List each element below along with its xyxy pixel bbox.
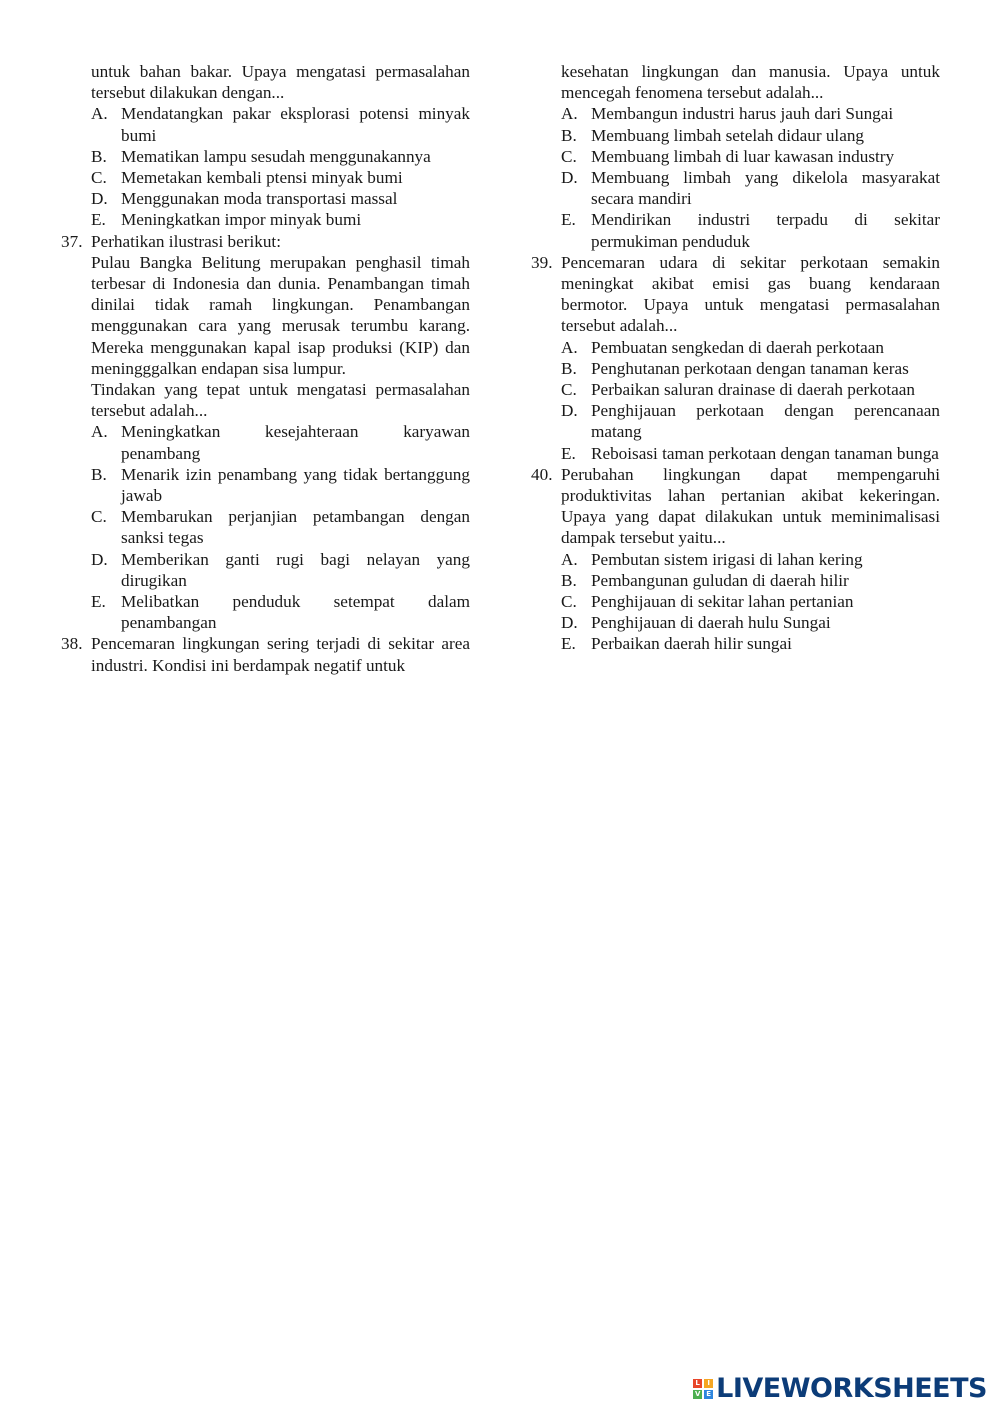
option-item[interactable] [561,549,940,570]
option-letter: B. [561,125,577,145]
option-text: Membarukan perjanjian petambangan dengan sanksi tegas [121,507,470,548]
option-text: Membuang limbah yang dikelola masyarakat secara mandiri [591,168,940,209]
logo-mark-cell: E [704,1390,713,1399]
q37-prompt: Tindakan yang tepat untuk mengatasi permasalahan tersebut adalah... [91,380,470,421]
question-text: Perubahan lingkungan dapat mempengaruhi produktivitas lahan pertanian akibat kekeringan. Upaya yang dapat dilakukan untuk meminimalisasi dampak tersebut yaitu... [561,464,940,548]
option-item[interactable] [561,358,940,379]
option-item[interactable] [561,570,940,591]
option-letter: E. [561,443,576,463]
option-item[interactable] [561,209,940,251]
option-letter: A. [561,549,578,569]
option-letter: E. [561,634,576,654]
option-text: Penghijauan di sekitar lahan pertanian [591,592,854,612]
question-37 [61,231,470,252]
option-text: Menarik izin penambang yang tidak bertanggung jawab [121,464,470,506]
option-item[interactable] [561,125,940,146]
option-text: Pembutan sistem irigasi di lahan kering [591,549,863,569]
q37-options [91,421,470,633]
option-text: Reboisasi taman perkotaan dengan tanaman bunga [591,443,939,463]
q36-options [91,103,470,230]
option-letter: D. [91,549,108,569]
option-letter: D. [561,401,578,421]
option-text: Membuang limbah setelah didaur ulang [591,125,865,145]
option-letter: C. [561,592,577,612]
option-text: Membangun industri harus jauh dari Sungai [591,104,894,124]
question-text: Pencemaran udara di sekitar perkotaan semakin meningkat akibat emisi gas buang kendaraan bermotor. Upaya untuk mengatasi permasalahan tersebut adalah... [561,252,940,336]
question-40 [531,464,940,549]
option-text: Perbaikan daerah hilir sungai [591,634,792,654]
option-item[interactable] [561,591,940,612]
option-letter: E. [561,210,576,230]
option-text: Menggunakan moda transportasi massal [121,189,398,209]
option-letter: D. [561,613,578,633]
option-item[interactable] [91,506,470,548]
option-text: Penghutanan perkotaan dengan tanaman keras [591,358,909,378]
option-item[interactable] [91,591,470,633]
question-number: 39. [531,252,553,272]
option-item[interactable] [91,167,470,188]
logo-mark-cell: V [694,1390,701,1398]
option-letter: D. [91,189,108,209]
option-text: Meningkatkan impor minyak bumi [121,210,362,230]
option-text: Memberikan ganti rugi bagi nelayan yang dirugikan [121,549,470,590]
option-text: Memetakan kembali ptensi minyak bumi [121,168,403,188]
option-text: Penghijauan di daerah hulu Sungai [591,613,831,633]
option-item[interactable] [561,443,940,464]
option-item[interactable] [91,209,470,230]
option-letter: A. [91,422,108,442]
option-text: Pembuatan sengkedan di daerah perkotaan [591,337,885,357]
option-item[interactable] [91,549,470,591]
option-letter: E. [91,210,106,230]
q36-continuation-text: untuk bahan bakar. Upaya mengatasi permasalahan tersebut dilakukan dengan... [91,62,470,103]
option-letter: C. [561,146,577,166]
option-letter: D. [561,168,578,188]
option-letter: E. [91,592,106,612]
question-text: Pencemaran lingkungan sering terjadi di sekitar area industri. Kondisi ini berdampak negatif untuk [91,634,470,675]
q37-illustration-text: Pulau Bangka Belitung merupakan penghasil timah terbesar di Indonesia dan dunia. Penambangan timah dinilai tidak ramah lingkungan. Penambangan menggunakan cara yang merusak terumbu karang. Mereka menggunakan kapal isap produksi (KIP) dan meningggalkan endapan sisa lumpur. [91,252,470,378]
option-letter: C. [91,507,107,527]
right-column [531,61,940,655]
liveworksheets-logo[interactable] [693,1374,987,1404]
option-text: Penghijauan perkotaan dengan perencanaan matang [591,401,940,442]
option-text: Mendirikan industri terpadu di sekitar permukiman penduduk [591,210,940,251]
question-38 [61,633,470,675]
option-item[interactable] [561,379,940,400]
option-text: Mematikan lampu sesudah menggunakannya [121,146,431,166]
option-item[interactable] [561,146,940,167]
option-item[interactable] [561,400,940,442]
option-letter: A. [561,104,578,124]
option-item[interactable] [561,167,940,209]
option-item[interactable] [561,612,940,633]
question-number: 38. [61,634,83,654]
option-letter: C. [561,380,577,400]
option-letter: B. [91,146,107,166]
option-text: Mendatangkan pakar eksplorasi potensi minyak bumi [121,104,470,145]
q40-options [561,549,940,655]
logo-mark-cell: I [704,1379,713,1388]
option-letter: B. [561,358,577,378]
option-text: Perbaikan saluran drainase di daerah perkotaan [591,380,916,400]
option-letter: B. [561,570,577,590]
logo-text: LIVEWORKSHEETS [716,1373,987,1404]
option-letter: B. [91,464,107,484]
q38-options [561,103,940,251]
option-text: Pembangunan guludan di daerah hilir [591,570,849,590]
option-item[interactable] [91,103,470,145]
q39-options [561,337,940,464]
option-item[interactable] [91,464,470,506]
option-text: Membuang limbah di luar kawasan industry [591,146,895,166]
option-item[interactable] [561,103,940,124]
left-column [61,61,470,676]
option-item[interactable] [91,188,470,209]
option-item[interactable] [561,633,940,654]
q38-continuation-text: kesehatan lingkungan dan manusia. Upaya untuk mencegah fenomena tersebut adalah... [561,62,940,103]
question-number: 40. [531,464,553,484]
question-intro: Perhatikan ilustrasi berikut: [91,231,281,251]
option-item[interactable] [91,146,470,167]
question-number: 37. [61,231,83,251]
option-letter: C. [91,168,107,188]
option-item[interactable] [91,421,470,463]
option-text: Melibatkan penduduk setempat dalam penambangan [121,592,470,633]
question-39 [531,252,940,337]
option-text: Meningkatkan kesejahteraan karyawan penambang [121,422,470,463]
option-letter: A. [91,104,108,124]
logo-mark-icon [693,1379,713,1399]
option-letter: A. [561,337,578,357]
option-item[interactable] [561,337,940,358]
logo-mark-cell: L [693,1379,702,1388]
